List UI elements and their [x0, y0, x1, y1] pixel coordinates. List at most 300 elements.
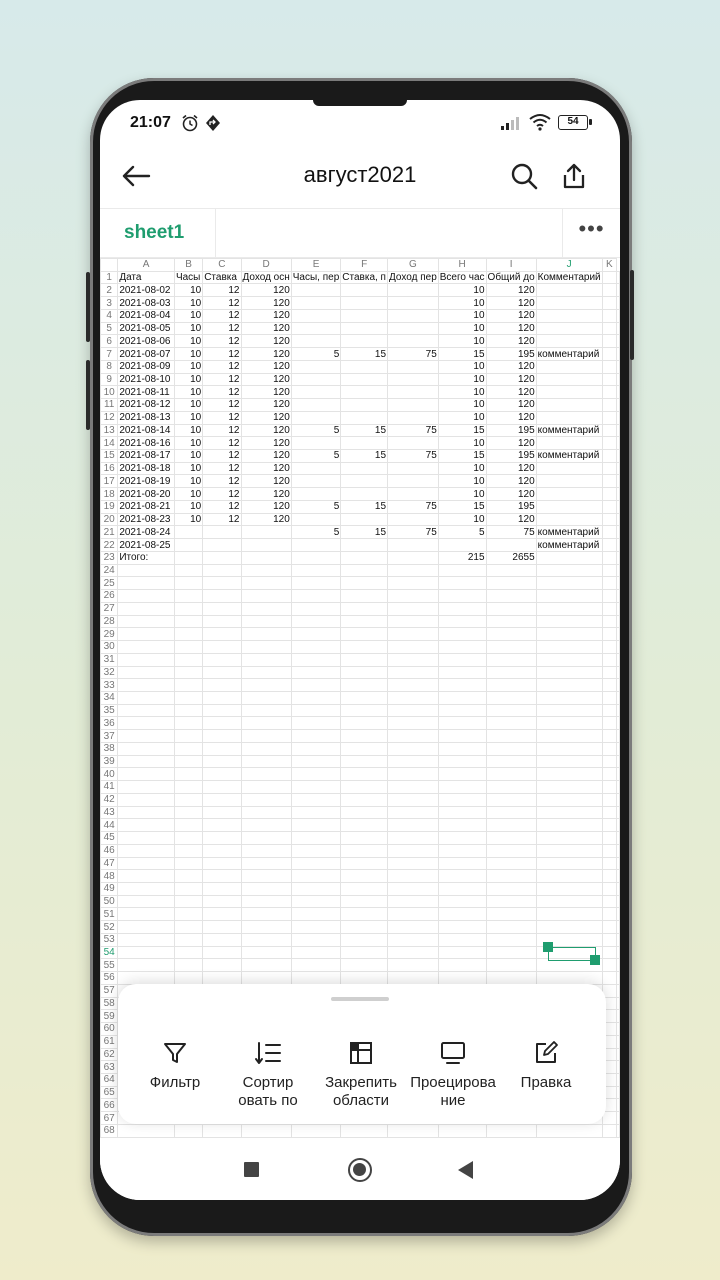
row-header[interactable]: 56	[101, 972, 118, 985]
grid-cell[interactable]	[536, 437, 602, 450]
grid-cell[interactable]: 120	[241, 297, 291, 310]
grid-cell[interactable]: 120	[486, 513, 536, 526]
grid-cell[interactable]	[388, 373, 439, 386]
grid-cell[interactable]	[291, 857, 341, 870]
grid-cell[interactable]	[174, 832, 202, 845]
row-header[interactable]: 32	[101, 666, 118, 679]
grid-cell[interactable]: 15	[438, 424, 486, 437]
grid-cell[interactable]	[602, 551, 616, 564]
grid-cell[interactable]	[617, 488, 620, 501]
grid-cell[interactable]	[617, 691, 620, 704]
column-header[interactable]: B	[174, 259, 202, 272]
grid-cell[interactable]: 120	[486, 373, 536, 386]
grid-cell[interactable]	[486, 704, 536, 717]
grid-cell[interactable]: 10	[438, 284, 486, 297]
grid-cell[interactable]: 12	[203, 348, 241, 361]
grid-cell[interactable]	[118, 946, 175, 959]
row-header[interactable]: 14	[101, 437, 118, 450]
grid-cell[interactable]	[536, 322, 602, 335]
row-header[interactable]: 41	[101, 781, 118, 794]
grid-cell[interactable]	[118, 793, 175, 806]
selection-handle-end[interactable]	[590, 955, 600, 965]
row-header[interactable]: 55	[101, 959, 118, 972]
grid-cell[interactable]	[438, 666, 486, 679]
grid-cell[interactable]	[291, 730, 341, 743]
grid-cell[interactable]	[341, 946, 388, 959]
grid-cell[interactable]: 12	[203, 399, 241, 412]
grid-cell[interactable]: 120	[241, 335, 291, 348]
grid-cell[interactable]	[602, 373, 616, 386]
grid-cell[interactable]	[617, 946, 620, 959]
grid-cell[interactable]: 5	[291, 424, 341, 437]
grid-cell[interactable]	[486, 806, 536, 819]
grid-cell[interactable]	[241, 577, 291, 590]
grid-cell[interactable]	[118, 641, 175, 654]
grid-cell[interactable]	[341, 475, 388, 488]
grid-cell[interactable]	[291, 908, 341, 921]
grid-cell[interactable]	[536, 844, 602, 857]
grid-cell[interactable]: 120	[486, 322, 536, 335]
grid-cell[interactable]	[617, 628, 620, 641]
grid-cell[interactable]	[341, 933, 388, 946]
grid-cell[interactable]	[291, 590, 341, 603]
row-header[interactable]: 59	[101, 1010, 118, 1023]
column-header[interactable]: F	[341, 259, 388, 272]
grid-cell[interactable]	[486, 972, 536, 985]
grid-cell[interactable]	[203, 577, 241, 590]
grid-cell[interactable]: 75	[388, 500, 439, 513]
grid-cell[interactable]: 2021-08-05	[118, 322, 175, 335]
grid-cell[interactable]	[341, 297, 388, 310]
grid-cell[interactable]	[602, 870, 616, 883]
grid-cell[interactable]	[241, 666, 291, 679]
grid-cell[interactable]	[291, 513, 341, 526]
grid-cell[interactable]: 12	[203, 284, 241, 297]
grid-cell[interactable]	[536, 462, 602, 475]
grid-cell[interactable]	[291, 921, 341, 934]
grid-cell[interactable]: 120	[241, 284, 291, 297]
grid-cell[interactable]	[388, 959, 439, 972]
grid-cell[interactable]	[174, 742, 202, 755]
grid-cell[interactable]	[241, 895, 291, 908]
column-header[interactable]: E	[291, 259, 341, 272]
grid-cell[interactable]	[203, 641, 241, 654]
grid-cell[interactable]: Всего час	[439, 272, 485, 284]
grid-cell[interactable]	[602, 908, 616, 921]
grid-cell[interactable]	[536, 704, 602, 717]
grid-cell[interactable]	[388, 704, 439, 717]
grid-cell[interactable]: 10	[438, 297, 486, 310]
grid-cell[interactable]: 120	[241, 450, 291, 463]
grid-cell[interactable]	[388, 1124, 439, 1137]
grid-cell[interactable]	[602, 590, 616, 603]
grid-cell[interactable]	[486, 946, 536, 959]
grid-cell[interactable]: 15	[438, 450, 486, 463]
grid-cell[interactable]	[617, 1035, 620, 1048]
grid-cell[interactable]	[341, 513, 388, 526]
grid-cell[interactable]	[438, 832, 486, 845]
grid-cell[interactable]	[438, 590, 486, 603]
grid-cell[interactable]: 10	[174, 335, 202, 348]
share-button[interactable]	[556, 158, 592, 194]
grid-cell[interactable]	[341, 322, 388, 335]
grid-cell[interactable]: 10	[438, 411, 486, 424]
grid-cell[interactable]	[388, 411, 439, 424]
grid-cell[interactable]	[341, 857, 388, 870]
grid-cell[interactable]: 2021-08-19	[118, 475, 175, 488]
grid-cell[interactable]	[536, 717, 602, 730]
grid-cell[interactable]	[617, 1010, 620, 1023]
grid-cell[interactable]	[602, 437, 616, 450]
grid-cell[interactable]	[118, 895, 175, 908]
grid-cell[interactable]: 120	[241, 399, 291, 412]
grid-cell[interactable]	[203, 704, 241, 717]
grid-cell[interactable]	[486, 857, 536, 870]
recent-apps-button[interactable]	[244, 1162, 259, 1177]
grid-cell[interactable]	[617, 832, 620, 845]
grid-cell[interactable]	[617, 972, 620, 985]
grid-cell[interactable]	[438, 679, 486, 692]
grid-cell[interactable]	[438, 628, 486, 641]
grid-cell[interactable]	[602, 933, 616, 946]
row-header[interactable]: 66	[101, 1099, 118, 1112]
grid-cell[interactable]	[341, 717, 388, 730]
grid-cell[interactable]	[291, 755, 341, 768]
grid-cell[interactable]	[536, 895, 602, 908]
grid-cell[interactable]: 12	[203, 488, 241, 501]
row-header[interactable]: 68	[101, 1124, 118, 1137]
column-header[interactable]: A	[118, 259, 175, 272]
sort-button[interactable]	[223, 1040, 313, 1110]
grid-cell[interactable]	[388, 844, 439, 857]
grid-cell[interactable]: 2021-08-06	[118, 335, 175, 348]
grid-cell[interactable]	[617, 399, 620, 412]
grid-cell[interactable]	[388, 768, 439, 781]
grid-cell[interactable]: Ставка, п	[342, 272, 386, 284]
grid-cell[interactable]	[536, 1124, 602, 1137]
grid-cell[interactable]	[602, 360, 616, 373]
grid-cell[interactable]	[118, 615, 175, 628]
grid-cell[interactable]	[438, 806, 486, 819]
grid-cell[interactable]	[291, 946, 341, 959]
selection-handle-start[interactable]	[543, 942, 553, 952]
grid-cell[interactable]	[617, 819, 620, 832]
row-header[interactable]: 28	[101, 615, 118, 628]
grid-cell[interactable]	[203, 857, 241, 870]
tab-sheet1[interactable]: sheet1	[100, 209, 216, 257]
grid-cell[interactable]	[341, 373, 388, 386]
grid-cell[interactable]	[438, 704, 486, 717]
grid-cell[interactable]	[341, 641, 388, 654]
row-header[interactable]: 26	[101, 590, 118, 603]
grid-cell[interactable]: 10	[438, 475, 486, 488]
grid-cell[interactable]	[617, 297, 620, 310]
grid-cell[interactable]	[438, 921, 486, 934]
grid-cell[interactable]: 120	[486, 488, 536, 501]
grid-cell[interactable]	[388, 666, 439, 679]
grid-cell[interactable]	[388, 870, 439, 883]
grid-cell[interactable]	[617, 360, 620, 373]
grid-cell[interactable]	[617, 870, 620, 883]
grid-cell[interactable]	[536, 386, 602, 399]
grid-cell[interactable]	[341, 679, 388, 692]
grid-cell[interactable]	[203, 882, 241, 895]
row-header[interactable]: 44	[101, 819, 118, 832]
grid-cell[interactable]: 2021-08-21	[118, 500, 175, 513]
grid-cell[interactable]: 120	[241, 411, 291, 424]
grid-cell[interactable]	[241, 628, 291, 641]
grid-cell[interactable]	[617, 322, 620, 335]
row-header[interactable]: 57	[101, 984, 118, 997]
row-header[interactable]: 42	[101, 793, 118, 806]
grid-cell[interactable]: 10	[174, 322, 202, 335]
grid-cell[interactable]	[241, 730, 291, 743]
grid-cell[interactable]	[602, 1124, 616, 1137]
grid-cell[interactable]: 10	[438, 360, 486, 373]
grid-cell[interactable]	[174, 691, 202, 704]
grid-cell[interactable]	[174, 704, 202, 717]
grid-cell[interactable]	[617, 437, 620, 450]
grid-cell[interactable]: 15	[341, 348, 388, 361]
grid-cell[interactable]	[118, 972, 175, 985]
row-header[interactable]: 25	[101, 577, 118, 590]
row-header[interactable]: 53	[101, 933, 118, 946]
grid-cell[interactable]	[602, 704, 616, 717]
grid-cell[interactable]	[388, 462, 439, 475]
grid-cell[interactable]	[617, 411, 620, 424]
row-header[interactable]: 1	[101, 271, 118, 284]
grid-cell[interactable]: комментарий	[536, 450, 602, 463]
grid-cell[interactable]	[486, 895, 536, 908]
grid-cell[interactable]	[536, 373, 602, 386]
grid-cell[interactable]	[388, 882, 439, 895]
grid-cell[interactable]: Доход пер	[389, 272, 437, 284]
grid-cell[interactable]: 10	[174, 399, 202, 412]
grid-cell[interactable]	[617, 844, 620, 857]
grid-cell[interactable]	[438, 717, 486, 730]
grid-cell[interactable]	[341, 284, 388, 297]
grid-cell[interactable]	[118, 933, 175, 946]
row-header[interactable]: 27	[101, 602, 118, 615]
grid-cell[interactable]	[174, 946, 202, 959]
grid-cell[interactable]	[617, 590, 620, 603]
grid-cell[interactable]	[118, 590, 175, 603]
grid-cell[interactable]	[241, 551, 291, 564]
grid-cell[interactable]	[438, 959, 486, 972]
grid-cell[interactable]	[536, 730, 602, 743]
grid-cell[interactable]	[617, 806, 620, 819]
grid-cell[interactable]: 10	[174, 386, 202, 399]
grid-cell[interactable]	[341, 360, 388, 373]
grid-cell[interactable]	[388, 564, 439, 577]
grid-cell[interactable]	[241, 806, 291, 819]
grid-cell[interactable]	[602, 691, 616, 704]
grid-cell[interactable]	[291, 309, 341, 322]
grid-cell[interactable]	[536, 857, 602, 870]
grid-cell[interactable]: 10	[438, 513, 486, 526]
row-header[interactable]: 13	[101, 424, 118, 437]
grid-cell[interactable]: 2021-08-10	[118, 373, 175, 386]
grid-cell[interactable]	[602, 653, 616, 666]
grid-cell[interactable]: 2021-08-25	[118, 539, 175, 552]
row-header[interactable]: 38	[101, 742, 118, 755]
grid-cell[interactable]	[241, 602, 291, 615]
grid-cell[interactable]	[536, 870, 602, 883]
grid-cell[interactable]	[118, 806, 175, 819]
grid-cell[interactable]	[241, 768, 291, 781]
grid-cell[interactable]	[118, 564, 175, 577]
row-header[interactable]: 62	[101, 1048, 118, 1061]
grid-cell[interactable]	[536, 755, 602, 768]
column-header[interactable]: I	[486, 259, 536, 272]
column-header[interactable]: D	[241, 259, 291, 272]
grid-cell[interactable]	[174, 577, 202, 590]
grid-cell[interactable]	[617, 475, 620, 488]
grid-cell[interactable]	[291, 1124, 341, 1137]
grid-cell[interactable]	[438, 653, 486, 666]
grid-cell[interactable]: 12	[203, 475, 241, 488]
grid-cell[interactable]	[118, 742, 175, 755]
grid-cell[interactable]	[536, 577, 602, 590]
grid-cell[interactable]	[241, 564, 291, 577]
grid-cell[interactable]	[241, 793, 291, 806]
grid-cell[interactable]	[602, 755, 616, 768]
grid-cell[interactable]	[536, 666, 602, 679]
grid-cell[interactable]: 10	[174, 450, 202, 463]
grid-cell[interactable]	[341, 730, 388, 743]
grid-cell[interactable]	[241, 781, 291, 794]
grid-cell[interactable]	[617, 768, 620, 781]
grid-cell[interactable]	[486, 666, 536, 679]
row-header[interactable]: 60	[101, 1023, 118, 1036]
grid-cell[interactable]	[617, 462, 620, 475]
grid-cell[interactable]	[486, 959, 536, 972]
grid-cell[interactable]	[617, 577, 620, 590]
grid-cell[interactable]: 10	[174, 373, 202, 386]
grid-cell[interactable]	[203, 972, 241, 985]
grid-cell[interactable]	[602, 411, 616, 424]
grid-cell[interactable]	[602, 577, 616, 590]
grid-cell[interactable]	[486, 577, 536, 590]
grid-cell[interactable]	[602, 348, 616, 361]
grid-cell[interactable]	[291, 322, 341, 335]
grid-cell[interactable]	[536, 615, 602, 628]
grid-cell[interactable]	[388, 577, 439, 590]
grid-cell[interactable]	[118, 781, 175, 794]
grid-cell[interactable]	[486, 921, 536, 934]
grid-cell[interactable]: 15	[438, 500, 486, 513]
grid-cell[interactable]: 10	[174, 488, 202, 501]
grid-cell[interactable]: 120	[241, 373, 291, 386]
grid-cell[interactable]	[291, 704, 341, 717]
grid-cell[interactable]	[341, 882, 388, 895]
grid-cell[interactable]	[388, 832, 439, 845]
grid-cell[interactable]	[118, 653, 175, 666]
grid-cell[interactable]	[602, 819, 616, 832]
grid-cell[interactable]	[174, 641, 202, 654]
grid-cell[interactable]	[203, 539, 241, 552]
grid-cell[interactable]	[602, 615, 616, 628]
grid-cell[interactable]	[388, 793, 439, 806]
grid-cell[interactable]	[341, 1124, 388, 1137]
grid-cell[interactable]: 10	[174, 475, 202, 488]
grid-cell[interactable]: 2021-08-24	[118, 526, 175, 539]
grid-cell[interactable]: 120	[486, 284, 536, 297]
grid-cell[interactable]	[291, 360, 341, 373]
grid-cell[interactable]	[536, 500, 602, 513]
grid-cell[interactable]	[602, 539, 616, 552]
grid-cell[interactable]: 120	[241, 309, 291, 322]
grid-cell[interactable]	[291, 679, 341, 692]
grid-cell[interactable]	[438, 882, 486, 895]
grid-cell[interactable]	[617, 526, 620, 539]
grid-cell[interactable]	[174, 602, 202, 615]
grid-cell[interactable]	[291, 819, 341, 832]
grid-cell[interactable]: Комментарий	[537, 272, 601, 284]
grid-cell[interactable]	[341, 895, 388, 908]
grid-cell[interactable]	[438, 844, 486, 857]
grid-cell[interactable]	[486, 882, 536, 895]
grid-cell[interactable]	[617, 335, 620, 348]
grid-cell[interactable]: 120	[241, 437, 291, 450]
row-header[interactable]: 24	[101, 564, 118, 577]
grid-cell[interactable]	[486, 641, 536, 654]
grid-cell[interactable]	[174, 551, 202, 564]
grid-cell[interactable]	[486, 768, 536, 781]
grid-cell[interactable]	[617, 1048, 620, 1061]
grid-cell[interactable]: 10	[438, 462, 486, 475]
grid-cell[interactable]	[291, 959, 341, 972]
grid-cell[interactable]: 2021-08-12	[118, 399, 175, 412]
grid-cell[interactable]	[602, 959, 616, 972]
grid-cell[interactable]: 12	[203, 335, 241, 348]
grid-cell[interactable]	[203, 844, 241, 857]
grid-cell[interactable]	[438, 870, 486, 883]
grid-cell[interactable]	[341, 870, 388, 883]
grid-cell[interactable]	[174, 615, 202, 628]
grid-cell[interactable]	[388, 335, 439, 348]
grid-cell[interactable]	[602, 526, 616, 539]
grid-cell[interactable]	[241, 882, 291, 895]
grid-cell[interactable]: 2021-08-03	[118, 297, 175, 310]
grid-cell[interactable]: 120	[241, 424, 291, 437]
grid-cell[interactable]	[291, 539, 341, 552]
grid-cell[interactable]	[341, 335, 388, 348]
grid-cell[interactable]	[174, 870, 202, 883]
grid-cell[interactable]	[341, 462, 388, 475]
grid-cell[interactable]	[118, 666, 175, 679]
row-header[interactable]: 19	[101, 500, 118, 513]
grid-cell[interactable]: 120	[241, 475, 291, 488]
grid-cell[interactable]	[118, 819, 175, 832]
grid-cell[interactable]	[174, 819, 202, 832]
row-header[interactable]: 16	[101, 462, 118, 475]
grid-cell[interactable]	[203, 933, 241, 946]
grid-cell[interactable]: 10	[174, 437, 202, 450]
grid-cell[interactable]	[617, 1074, 620, 1087]
grid-cell[interactable]	[388, 602, 439, 615]
grid-cell[interactable]	[602, 462, 616, 475]
row-header[interactable]: 3	[101, 297, 118, 310]
grid-cell[interactable]	[341, 666, 388, 679]
grid-cell[interactable]	[341, 921, 388, 934]
grid-cell[interactable]	[174, 857, 202, 870]
grid-cell[interactable]: 2021-08-18	[118, 462, 175, 475]
row-header[interactable]: 30	[101, 641, 118, 654]
grid-cell[interactable]	[602, 806, 616, 819]
grid-cell[interactable]	[602, 641, 616, 654]
grid-cell[interactable]: 10	[438, 399, 486, 412]
